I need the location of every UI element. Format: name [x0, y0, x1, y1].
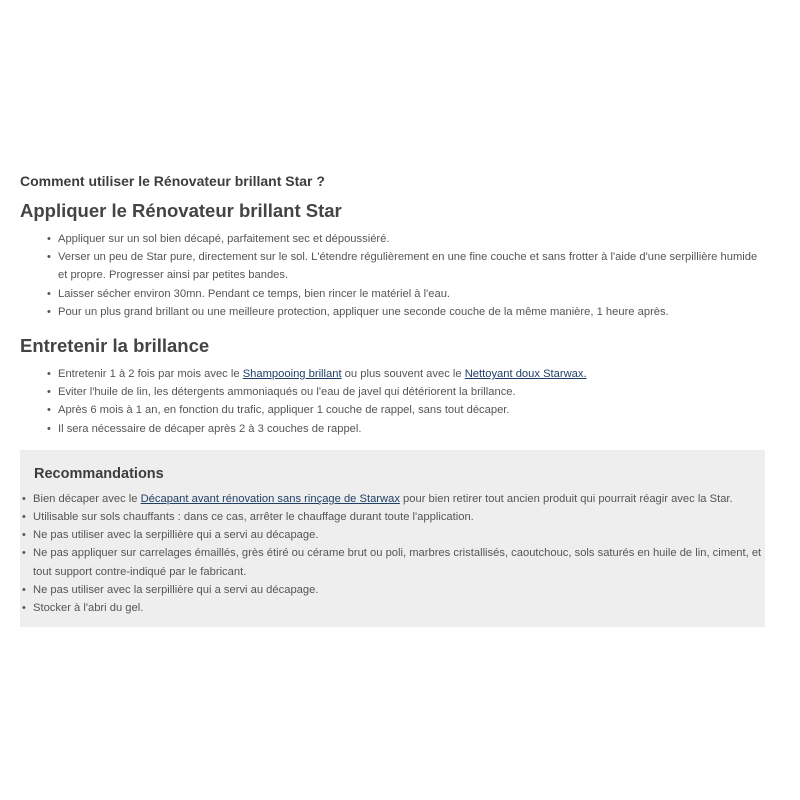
bullet-icon: •	[47, 233, 51, 245]
bullet-icon: •	[47, 404, 51, 417]
bullet-icon: •	[47, 305, 51, 318]
nettoyant-doux-starwax-link[interactable]: Nettoyant doux Starwax.	[464, 368, 587, 381]
list-item: • Verser un peu de Star pure, directement sur le sol. L'étendre régulièrement en une fine couche et sans frotter à l'aide d'une serpillière humide et propre. Progresser ainsi par petites bandes.	[20, 248, 765, 284]
list-item: • Ne pas utiliser avec la serpillière qui a servi au décapage.	[20, 526, 765, 544]
usage-question-title: Comment utiliser le Rénovateur brillant Star ?	[20, 173, 325, 189]
recommendations-title: Recommandations	[34, 465, 164, 482]
list-item: • Eviter l'huile de lin, les détergents ammoniaqués ou l'eau de javel qui détériorent la brillance.	[20, 383, 765, 401]
bullet-icon: •	[22, 547, 26, 560]
list-item: • Ne pas utiliser avec la serpillière qui a servi au décapage.	[20, 581, 765, 599]
list-item: • Entretenir 1 à 2 fois par mois avec le Shampooing brillant ou plus souvent avec le Nettoyant doux Starwax.	[20, 365, 765, 383]
recommendations-list	[20, 490, 765, 617]
shampooing-brillant-link[interactable]: Shampooing brillant	[242, 368, 342, 381]
list-item: • Bien décaper avec le Décapant avant rénovation sans rinçage de Starwax pour bien retirer tout ancien produit qui pourrait réagir avec la Star.	[20, 490, 765, 508]
list-item: • Utilisable sur sols chauffants : dans ce cas, arrêter le chauffage durant toute l'application.	[20, 508, 765, 526]
bullet-icon: •	[22, 583, 26, 596]
list-item: • Stocker à l'abri du gel.	[20, 599, 765, 617]
section-maintain-title: Entretenir la brillance	[20, 335, 210, 357]
list-item: • Après 6 mois à 1 an, en fonction du trafic, appliquer 1 couche de rappel, sans tout décaper.	[20, 401, 765, 419]
bullet-icon: •	[47, 422, 51, 435]
apply-steps-list	[20, 230, 765, 321]
bullet-icon: •	[22, 529, 26, 542]
bullet-icon: •	[47, 386, 51, 399]
bullet-icon: •	[22, 492, 26, 505]
list-item: • Pour un plus grand brillant ou une meilleure protection, appliquer une seconde couche de la même manière, 1 heure après.	[20, 303, 765, 321]
list-item: • Appliquer sur un sol bien décapé, parfaitement sec et dépoussiéré.	[20, 230, 765, 248]
list-item: • Ne pas appliquer sur carrelages émaillés, grès étiré ou cérame brut ou poli, marbres cristallisés, caoutchouc, sols saturés en huile de lin, ciment, et tout support contre-indiqué par le fabricant.	[20, 544, 765, 580]
list-item: • Laisser sécher environ 30mn. Pendant ce temps, bien rincer le matériel à l'eau.	[20, 285, 765, 303]
maintenance-list	[20, 365, 765, 438]
bullet-icon: •	[47, 251, 51, 264]
section-apply-title: Appliquer le Rénovateur brillant Star	[20, 200, 342, 221]
bullet-icon: •	[47, 287, 51, 300]
bullet-icon: •	[47, 368, 51, 381]
bullet-icon: •	[22, 602, 26, 615]
product-usage-content	[20, 172, 765, 627]
decapant-link[interactable]: Décapant avant rénovation sans rinçage de Starwax	[140, 492, 400, 505]
bullet-icon: •	[22, 511, 26, 524]
recommendations-box	[20, 450, 765, 627]
list-item: • Il sera nécessaire de décaper après 2 à 3 couches de rappel.	[20, 420, 765, 438]
